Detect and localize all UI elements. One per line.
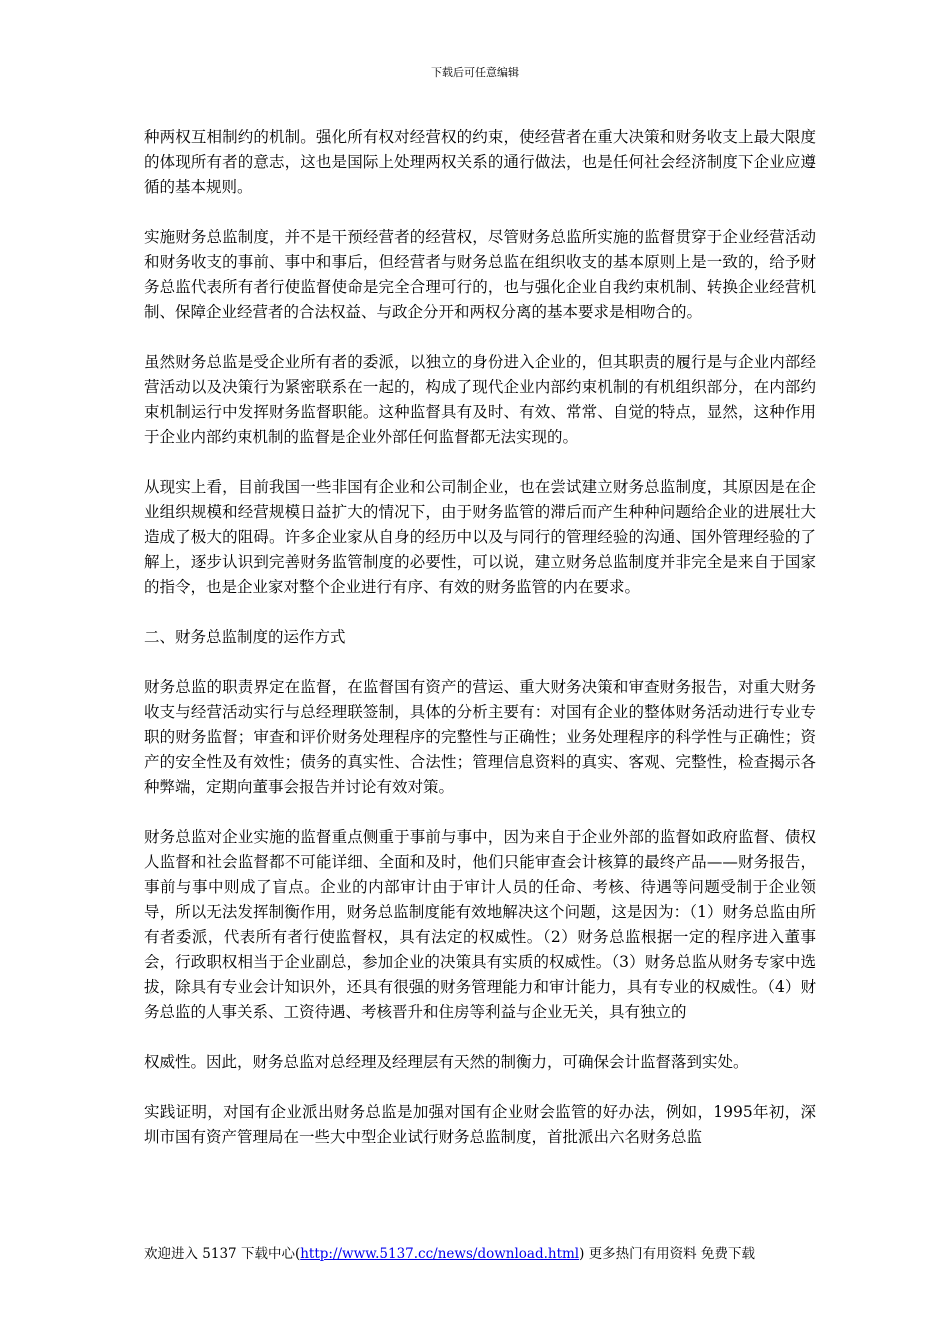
paragraph: 权威性。因此，财务总监对总经理及经理层有天然的制衡力，可确保会计监督落到实处。 <box>144 1053 749 1071</box>
paragraph: 从现实上看，目前我国一些非国有企业和公司制企业，也在尝试建立财务总监制度，其原因是在企业组织规模和经营规模日益扩大的情况下，由于财务监管的滞后而产生种种问题给企业的进展壮大造成了极大的阻碍。许多企业家从自身的经历中以及与同行的管理经验的沟通、国外管理经验的了解上，逐步认识到完善财务监管制度的必要性，可以说，建立财务总监制度并非完全是来自于国家的指令，也是企业家对整个企业进行有序、有效的财务监管的内在要求。 <box>144 478 816 596</box>
download-link[interactable]: http://www.5137.cc/news/download.html <box>300 1246 580 1262</box>
paragraph: 种两权互相制约的机制。强化所有权对经营权的约束，使经营者在重大决策和财务收支上最大限度的体现所有者的意志，这也是国际上处理两权关系的通行做法，也是任何社会经济制度下企业应遵循的基本规则。 <box>144 128 816 196</box>
section-heading: 二、财务总监制度的运作方式 <box>144 628 346 646</box>
paragraph: 财务总监的职责界定在监督，在监督国有资产的营运、重大财务决策和审查财务报告，对重大财务收支与经营活动实行与总经理联签制，具体的分析主要有：对国有企业的整体财务活动进行专业专职的财务监督；审查和评价财务处理程序的完整性与正确性；业务处理程序的科学性与正确性；资产的安全性及有效性；债务的真实性、合法性；管理信息资料的真实、客观、完整性，检查揭示各种弊端，定期向董事会报告并讨论有效对策。 <box>144 678 816 796</box>
paragraph: 实施财务总监制度，并不是干预经营者的经营权，尽管财务总监所实施的监督贯穿于企业经营活动和财务收支的事前、事中和事后，但经营者与财务总监在组织收支的基本原则上是一致的，给予财务总监代表所有者行使监督使命是完全合理可行的，也与强化企业自我约束机制、转换企业经营机制、保障企业经营者的合法权益、与政企分开和两权分离的基本要求是相吻合的。 <box>144 228 816 321</box>
document-body <box>144 125 816 1175</box>
paragraph: 财务总监对企业实施的监督重点侧重于事前与事中，因为来自于企业外部的监督如政府监督、债权人监督和社会监督都不可能详细、全面和及时，他们只能审查会计核算的最终产品——财务报告，事前与事中则成了盲点。企业的内部审计由于审计人员的任命、考核、待遇等问题受制于企业领导，所以无法发挥制衡作用，财务总监制度能有效地解决这个问题，这是因为：（1）财务总监由所有者委派，代表所有者行使监督权，具有法定的权威性。（2）财务总监根据一定的程序进入董事会，行政职权相当于企业副总，参加企业的决策具有实质的权威性。（3）财务总监从财务专家中选拔，除具有专业会计知识外，还具有很强的财务管理能力和审计能力，具有专业的权威性。（4）财务总监的人事关系、工资待遇、考核晋升和住房等利益与企业无关，具有独立的 <box>144 828 816 1021</box>
paragraph: 实践证明，对国有企业派出财务总监是加强对国有企业财会监管的好办法，例如，1995年初，深圳市国有资产管理局在一些大中型企业试行财务总监制度，首批派出六名财务总监 <box>144 1103 816 1146</box>
page-footer <box>144 1245 824 1263</box>
footer-prefix: 欢迎进入 5137 下载中心( <box>144 1246 301 1262</box>
page-header: 下载后可任意编辑 <box>431 66 519 79</box>
paragraph: 虽然财务总监是受企业所有者的委派，以独立的身份进入企业的，但其职责的履行是与企业内部经营活动以及决策行为紧密联系在一起的，构成了现代企业内部约束机制的有机组织部分，在内部约束机制运行中发挥财务监督职能。这种监督具有及时、有效、常常、自觉的特点，显然，这种作用于企业内部约束机制的监督是企业外部任何监督都无法实现的。 <box>144 353 816 446</box>
footer-suffix: ) 更多热门有用资料 免费下载 <box>579 1246 755 1262</box>
